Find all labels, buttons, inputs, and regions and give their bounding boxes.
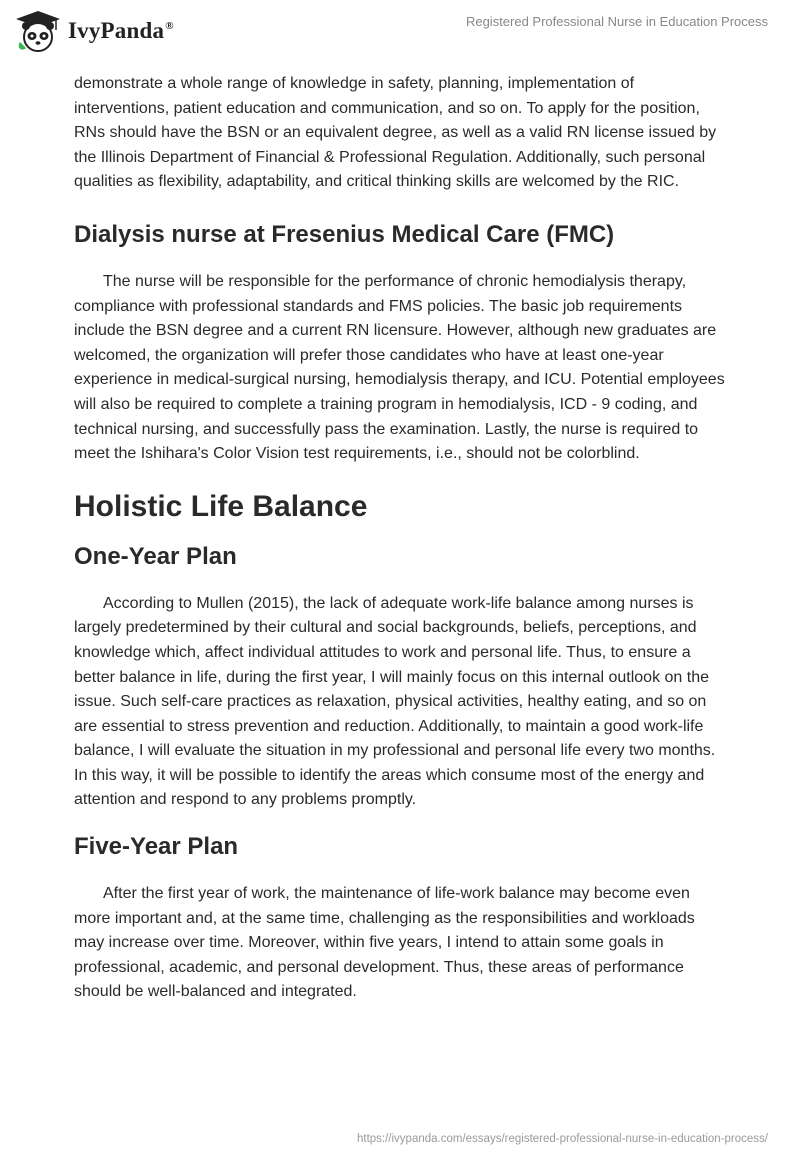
source-url[interactable]: https://ivypanda.com/essays/registered-professional-nurse-in-education-process/ xyxy=(356,1133,768,1145)
dialysis-heading: Dialysis nurse at Fresenius Medical Care (FMC) xyxy=(74,220,615,248)
dialysis-paragraph: The nurse will be responsible for the performance of chronic hemodialysis therapy, compliance with professional standards and FMS policies. The basic job requirements include the BSN degree and a current RN licensure. However, although new graduates are welcomed, the organization will prefer those candidates who have at least one-year experience in medical-surgical nursing, hemodialysis therapy, and ICU. Potential employees will also be required to complete a training program in hemodialysis, ICD - 9 coding, and technical nursing, and successfully pass the examination. Lastly, the nurse is required to meet the Ishihara's Color Vision test requirements, i.e., should not be colorblind. xyxy=(74,272,725,463)
one-year-heading: One-Year Plan xyxy=(74,542,237,570)
page-header xyxy=(0,0,800,66)
five-year-paragraph: After the first year of work, the maintenance of life-work balance may become even more important and, at the same time, challenging as the responsibilities and workloads may increase over time. Moreover, within five years, I intend to attain some goals in professional, academic, and personal development. Thus, these areas of performance should be well-balanced and integrated. xyxy=(74,885,695,1001)
intro-paragraph: demonstrate a whole range of knowledge in safety, planning, implementation of interventions, patient education and communication, and so on. To apply for the position, RNs should have the BSN or an equivalent degree, as well as a valid RN license issued by the Illinois Department of Financial & Professional Regulation. Additionally, such personal qualities as flexibility, adaptability, and critical thinking skills are welcomed by the RIC. xyxy=(74,75,717,191)
one-year-paragraph: According to Mullen (2015), the lack of adequate work-life balance among nurses is largely predetermined by their cultural and social backgrounds, beliefs, perceptions, and knowledge which, affect individual attitudes to work and personal life. Thus, to ensure a better balance in life, during the first year, I will mainly focus on this internal outlook on the issue. Such self-care practices as relaxation, physical activities, healthy eating, and so on are essential to stress prevention and reduction. Additionally, to maintain a good work-life balance, I will evaluate the situation in my professional and personal life every two months. In this way, it will be possible to identify the areas which consume most of the energy and attention and respond to any problems promptly. xyxy=(74,594,716,809)
document-title: Registered Professional Nurse in Education Process xyxy=(465,14,768,29)
panda-icon xyxy=(14,8,62,54)
brand-name: IvyPanda® xyxy=(68,18,174,43)
five-year-heading: Five-Year Plan xyxy=(74,833,239,861)
ivypanda-logo[interactable] xyxy=(14,8,174,54)
essay-content xyxy=(74,72,728,1005)
holistic-heading: Holistic Life Balance xyxy=(74,489,368,523)
